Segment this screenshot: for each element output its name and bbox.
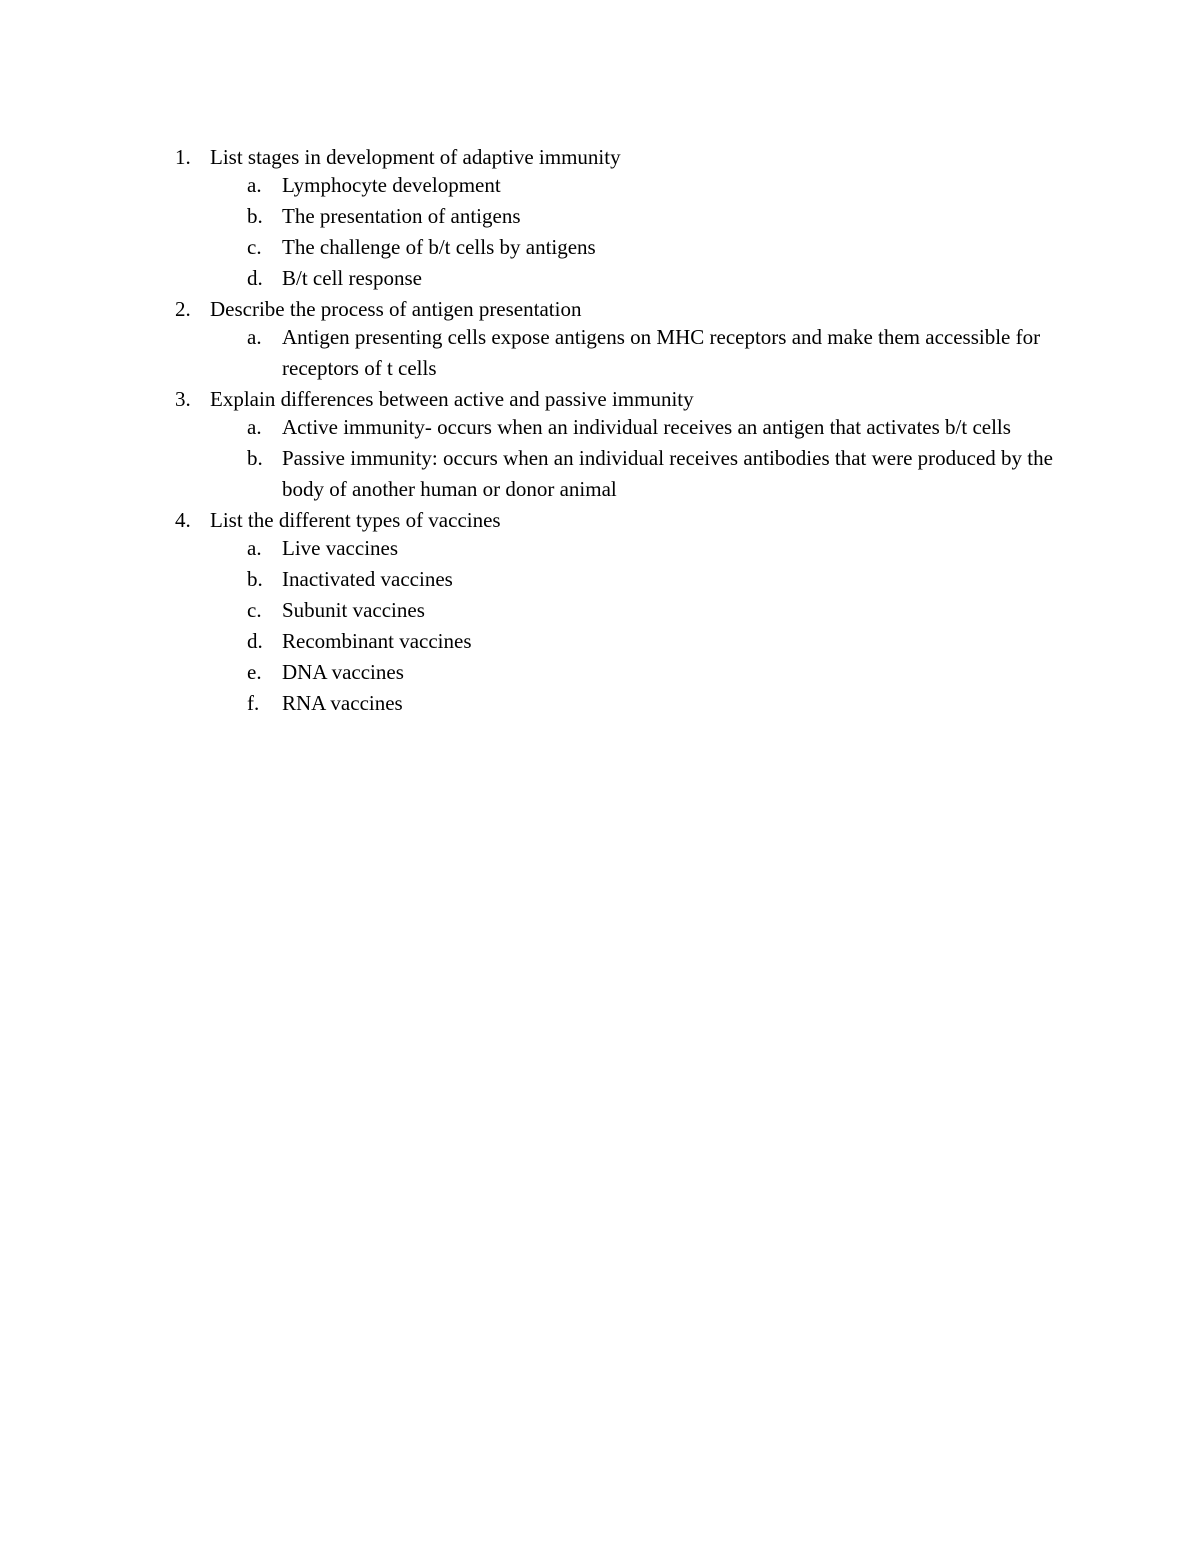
sublist-item — [210, 232, 1070, 263]
subitem-letter: b. — [247, 446, 263, 470]
outline-list — [170, 142, 1070, 719]
list-item-3 — [170, 384, 1070, 505]
sublist-item — [210, 263, 1070, 294]
item-text: Describe the process of antigen presentation — [210, 297, 582, 321]
sublist-item — [210, 170, 1070, 201]
item-number: 4. — [175, 508, 191, 532]
sublist-item — [210, 412, 1070, 443]
subitem-letter: d. — [247, 266, 263, 290]
subitem-text: Live vaccines — [282, 536, 399, 560]
subitem-text: B/t cell response — [282, 266, 422, 290]
subitem-text: Inactivated vaccines — [282, 567, 453, 591]
sublist — [210, 170, 1070, 294]
list-item-2 — [170, 294, 1070, 384]
list-item-4 — [170, 505, 1070, 719]
subitem-text: Recombinant vaccines — [282, 629, 472, 653]
subitem-text: DNA vaccines — [282, 660, 404, 684]
subitem-letter: b. — [247, 204, 263, 228]
subitem-letter: c. — [247, 598, 262, 622]
list-item-1 — [170, 142, 1070, 294]
item-text: List stages in development of adaptive immunity — [210, 145, 621, 169]
sublist — [210, 322, 1070, 384]
sublist-item — [210, 533, 1070, 564]
sublist-item — [210, 201, 1070, 232]
subitem-letter: a. — [247, 415, 262, 439]
subitem-letter: d. — [247, 629, 263, 653]
subitem-text: The challenge of b/t cells by antigens — [282, 235, 596, 259]
subitem-text: Subunit vaccines — [282, 598, 425, 622]
item-number: 2. — [175, 297, 191, 321]
subitem-letter: a. — [247, 173, 262, 197]
subitem-letter: c. — [247, 235, 262, 259]
sublist — [210, 412, 1070, 505]
item-text: List the different types of vaccines — [210, 508, 501, 532]
sublist-item — [210, 626, 1070, 657]
sublist-item — [210, 564, 1070, 595]
subitem-letter: f. — [247, 691, 260, 715]
subitem-letter: a. — [247, 536, 262, 560]
sublist-item — [210, 322, 1070, 384]
subitem-letter: a. — [247, 325, 262, 349]
subitem-text: Antigen presenting cells expose antigens on MHC receptors and make them accessible for receptors of t cells — [282, 325, 1041, 380]
subitem-text: Lymphocyte development — [282, 173, 501, 197]
sublist-item — [210, 688, 1070, 719]
subitem-text: The presentation of antigens — [282, 204, 521, 228]
item-number: 3. — [175, 387, 191, 411]
item-text: Explain differences between active and passive immunity — [210, 387, 694, 411]
sublist — [210, 533, 1070, 719]
sublist-item — [210, 443, 1070, 505]
subitem-letter: e. — [247, 660, 262, 684]
sublist-item — [210, 657, 1070, 688]
subitem-text: RNA vaccines — [282, 691, 403, 715]
item-number: 1. — [175, 145, 191, 169]
subitem-letter: b. — [247, 567, 263, 591]
subitem-text: Passive immunity: occurs when an individual receives antibodies that were produced by the body of another human or donor animal — [282, 446, 1053, 501]
subitem-text: Active immunity- occurs when an individual receives an antigen that activates b/t cells — [282, 415, 1011, 439]
sublist-item — [210, 595, 1070, 626]
